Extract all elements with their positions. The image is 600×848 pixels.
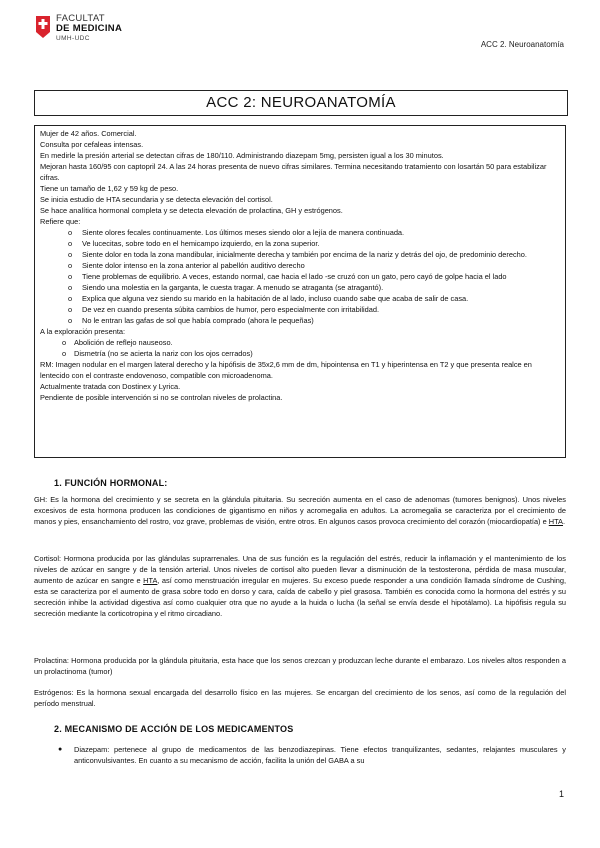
list-item <box>40 238 561 249</box>
exploration-text: Dismetría (no se acierta la nariz con los ojos cerrados) <box>74 349 253 358</box>
estrogenos-paragraph <box>34 687 566 709</box>
list-item <box>40 249 561 260</box>
list-item <box>40 271 561 282</box>
bullet-marker: o <box>68 228 73 237</box>
gh-paragraph <box>34 494 566 527</box>
university-logo-icon <box>36 16 50 38</box>
page-number: 1 <box>558 789 564 799</box>
logo-line-1: FACULTAT <box>56 13 105 24</box>
symptom-text: De vez en cuando presenta súbita cambios de humor, pero especialmente con irritabilidad. <box>82 305 380 314</box>
logo-line-2: DE MEDICINA <box>56 23 123 34</box>
bullet-marker: o <box>68 294 73 303</box>
exploration-list <box>40 337 561 359</box>
case-line: En medirle la presión arterial se detectan cifras de 180/110. Administrando diazepam 5mg, persisten igual a los 30 minutos. <box>40 151 444 160</box>
page-header <box>36 12 564 52</box>
exploration-text: Abolición de reflejo nauseoso. <box>74 338 173 347</box>
symptom-text: Siendo una molestia en la garganta, le cuesta tragar. A menudo se atraganta (se atragantó). <box>82 283 384 292</box>
case-line: Pendiente de posible intervención si no se controlan niveles de prolactina. <box>40 393 283 402</box>
list-item <box>40 304 561 315</box>
symptom-text: Tiene problemas de equilibrio. A veces, estando normal, cae hacia el lado -se cruzó con un gato, pero cayó de golpe hacia el lado <box>82 272 507 281</box>
case-line: Mujer de 42 años. Comercial. <box>40 129 137 138</box>
bullet-marker: o <box>68 261 73 270</box>
case-title: ACC 2: NEUROANATOMÍA <box>34 90 568 116</box>
case-description-box <box>34 125 566 458</box>
case-line: Tiene un tamaño de 1,62 y 59 kg de peso. <box>40 184 179 193</box>
symptom-text: Explica que alguna vez siendo su marido en la habitación de al lado, incluso cuando sabe que acaba de salir de casa. <box>82 294 469 303</box>
symptom-text: Ve lucecitas, sobre todo en el hemicampo izquierdo, en la zona superior. <box>82 239 320 248</box>
case-line: Actualmente tratada con Dostinex y Lyrica. <box>40 382 181 391</box>
case-line: Se hace analítica hormonal completa y se detecta elevación de prolactina, GH y estrógenos. <box>40 206 343 215</box>
prolactina-paragraph <box>34 655 566 677</box>
gh-text: GH: Es la hormona del crecimiento y se secreta en la glándula pituitaria. Su secreción aumenta en el caso de adenomas (tumores benignos). Unos niveles excesivos de esta hormona producen las condiciones de gigantismo en niños y acromegalia en adultos. La acromegalia se caracteriza por el crecimiento de manos y pies, ensanchamiento del rostro, voz grave, problemas de visión, entre otros. En algunos casos provoca crecimiento del corazón (miocardiopatía) e <box>34 495 566 526</box>
case-line: Mejoran hasta 160/95 con captopril 24. A las 24 horas presenta de nuevo cifras similares. Termina necesitando tratamiento con losartán 50 para estabilizar cifras. <box>40 162 547 182</box>
cortisol-text-b: , así como menstruación irregular en mujeres. Su exceso puede responder a una condición llamada síndrome de Cushing, esta se caracteriza por el aumento de grasa sobre todo en dorso y cara, caída de cabello y piel grasosa. También es conocida como la hormona del estrés y su secreción inhibe la actividad digestiva así como cualquier otra que no ayude a la huida o lucha (la señal se envía desde el hipotálamo). La hipófisis regula su secreción mediante la corticotropina y el ritmo circadiano. <box>34 576 566 618</box>
diazepam-text: Diazepam: pertenece al grupo de medicamentos de las benzodiazepinas. Tiene efectos tranquilizantes, sedantes, relajantes musculares y anticonvulsivantes. En cuanto a su mecanismo de acción, facilita la unión del GABA a su <box>74 745 566 765</box>
list-item <box>40 337 561 348</box>
diazepam-paragraph <box>74 744 566 766</box>
exploration-label: A la exploración presenta: <box>40 327 126 336</box>
cortisol-hta-link: HTA <box>143 576 158 585</box>
gh-hta-link: HTA <box>548 517 563 526</box>
bullet-marker: o <box>62 338 67 347</box>
list-item <box>40 260 561 271</box>
bullet-marker: o <box>68 305 73 314</box>
list-item <box>40 348 561 359</box>
list-item <box>40 293 561 304</box>
gh-end: . <box>562 517 566 526</box>
prolactina-text: Prolactina: Hormona producida por la glándula pituitaria, esta hace que los senos crezcan y produzcan leche durante el embarazo. Los niveles altos responden a un prolactinoma (tumor) <box>34 656 566 676</box>
symptom-text: Siente dolor en toda la zona mandibular, inicialmente derecha y también por encima de la nariz y detrás del ojo, de predominio derecho. <box>82 250 527 259</box>
list-item <box>40 315 561 326</box>
case-line: Refiere que: <box>40 217 81 226</box>
faculty-logo-text <box>56 14 122 44</box>
cortisol-text-a: Cortisol: Hormona producida por las glándulas suprarrenales. Una de sus función es la regulación del estrés, reducir la inflamación y el mantenimiento de los niveles de azúcar en sangre y de la tensión arterial. Unos niveles de cortisol alto pueden llevar a disminución de la testosterona, pérdida de masa muscular, aumento de azúcar en sangre e <box>34 554 566 585</box>
symptom-list <box>40 227 561 326</box>
cortisol-paragraph <box>34 553 566 619</box>
list-item <box>40 227 561 238</box>
section-2-heading: 2. MECANISMO DE ACCIÓN DE LOS MEDICAMENTOS <box>54 724 294 734</box>
logo-line-3: UMH-UDC <box>56 35 90 42</box>
bullet-marker: o <box>62 349 67 358</box>
estrogenos-text: Estrógenos: Es la hormona sexual encargada del desarrollo físico en las mujeres. Se encargan del crecimiento de los senos, así como de la regulación del período menstrual. <box>34 688 566 708</box>
case-line: RM: Imagen nodular en el margen lateral derecho y la hipófisis de 35x2,6 mm de dm, hipointensa en T1 y hiperintensa en T2 y que presenta realce en lentecido con el contraste endovenoso, compatible con microadenoma. <box>40 360 532 380</box>
bullet-marker: o <box>68 250 73 259</box>
bullet-marker: o <box>68 239 73 248</box>
symptom-text: No le entran las gafas de sol que había comprado (ahora le pequeñas) <box>82 316 314 325</box>
header-document-title: ACC 2. Neuroanatomía <box>480 40 564 49</box>
bullet-marker: o <box>68 272 73 281</box>
section-1-heading: 1. FUNCIÓN HORMONAL: <box>54 478 168 488</box>
bullet-marker: ● <box>58 746 63 753</box>
bullet-marker: o <box>68 316 73 325</box>
list-item <box>40 282 561 293</box>
case-line: Consulta por cefaleas intensas. <box>40 140 144 149</box>
symptom-text: Siente olores fecales continuamente. Los últimos meses siendo olor a lejía de manera continuada. <box>82 228 405 237</box>
symptom-text: Siente dolor intenso en la zona anterior al pabellón auditivo derecho <box>82 261 305 270</box>
case-line: Se inicia estudio de HTA secundaria y se detecta elevación del cortisol. <box>40 195 273 204</box>
bullet-marker: o <box>68 283 73 292</box>
